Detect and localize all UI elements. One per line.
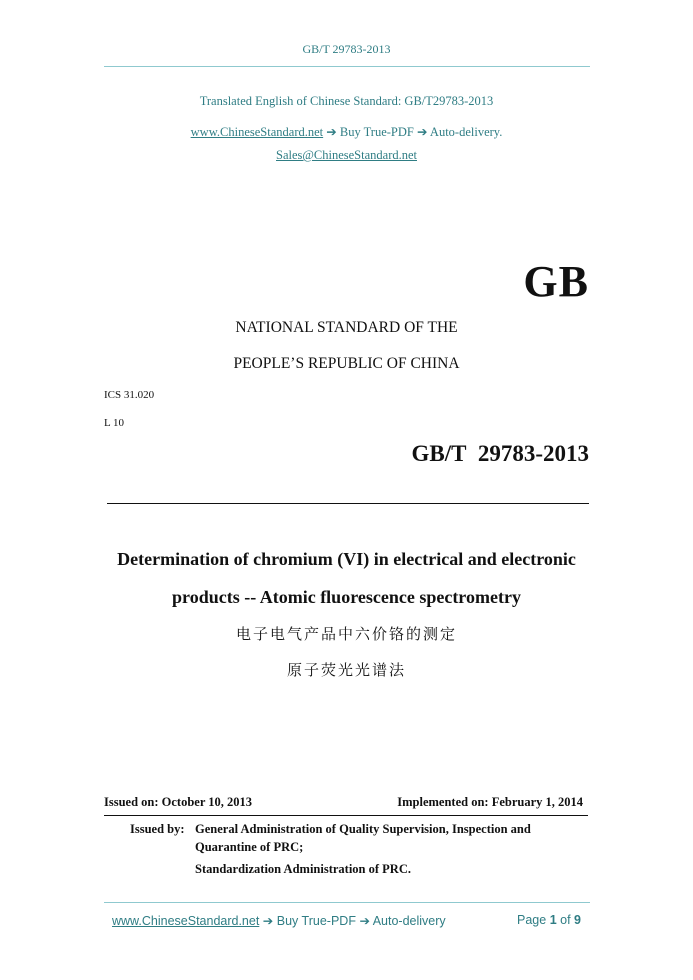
arrow-right-icon: ➔ (262, 914, 274, 928)
running-header: GB/T 29783-2013 (302, 42, 391, 56)
arrow-right-icon: ➔ (359, 914, 370, 928)
site-link[interactable]: www.ChineseStandard.net (190, 125, 324, 139)
footer-site-link[interactable]: www.ChineseStandard.net (112, 914, 260, 928)
national-standard-line2: PEOPLE’S REPUBLIC OF CHINA (233, 355, 460, 372)
issuer-line1: General Administration of Quality Supervision, Inspection and (195, 822, 531, 836)
issued-by-label: Issued by: (130, 822, 185, 836)
page-label: Page (517, 913, 547, 927)
page-indicator (517, 913, 581, 927)
implemented-on: Implemented on: February 1, 2014 (397, 795, 583, 809)
purchase-line (0, 124, 693, 140)
auto-delivery-text: Auto-delivery. (429, 125, 503, 139)
issuer-line3: Standardization Administration of PRC. (195, 862, 411, 876)
page-of: of (560, 913, 571, 927)
footer-divider (104, 902, 590, 903)
footer-purchase-line (112, 913, 446, 928)
header-divider (104, 66, 590, 67)
standard-number (412, 441, 589, 467)
page-current: 1 (549, 913, 557, 927)
issuer-line2: Quarantine of PRC; (195, 840, 304, 854)
translation-notice: Translated English of Chinese Standard: GB/T29783-2013 (199, 94, 494, 108)
ics-code: ICS 31.020 (104, 389, 155, 401)
title-en-line2: products -- Atomic fluorescence spectrometry (172, 587, 521, 607)
buy-pdf-text: Buy True-PDF (339, 125, 414, 139)
dates-divider (104, 815, 588, 816)
gb-mark: GB (523, 257, 589, 306)
l-code: L 10 (104, 417, 125, 429)
sales-email-link[interactable]: Sales@ChineseStandard.net (276, 148, 417, 162)
title-en-line1: Determination of chromium (VI) in electrical and electronic (117, 549, 576, 569)
national-standard-line1: NATIONAL STANDARD OF THE (235, 319, 458, 336)
arrow-right-icon: ➔ (326, 125, 337, 139)
standard-code: 29783-2013 (477, 441, 589, 466)
title-cn-line2: 原子荧光光谱法 (286, 661, 406, 679)
title-cn-line1: 电子电气产品中六价铬的测定 (235, 625, 457, 643)
footer-buy-text: Buy True-PDF (276, 914, 356, 928)
standard-prefix: GB/T (411, 441, 467, 466)
arrow-right-icon: ➔ (417, 125, 428, 139)
issued-on: Issued on: October 10, 2013 (104, 795, 253, 809)
footer-delivery-text: Auto-delivery (372, 914, 446, 928)
title-divider (107, 503, 589, 504)
page-total: 9 (574, 913, 581, 927)
